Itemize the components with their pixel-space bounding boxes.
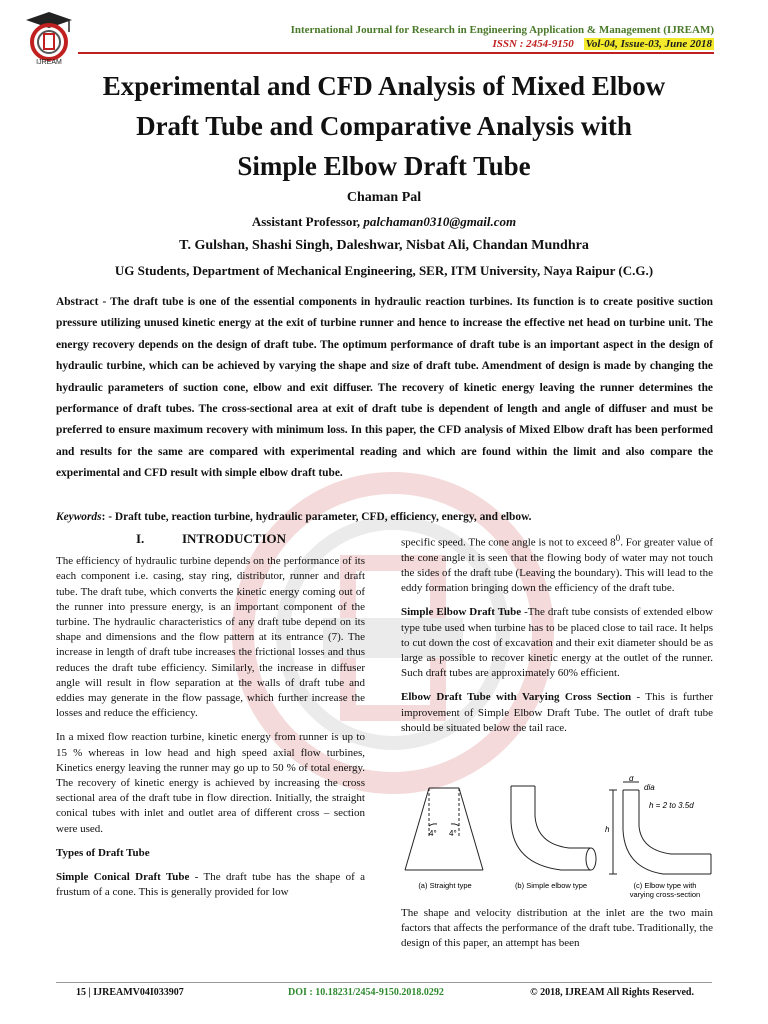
- varying-section-subheading: Elbow Draft Tube with Varying Cross Section: [401, 691, 632, 704]
- caption-simple-elbow: (b) Simple elbow type: [514, 881, 588, 890]
- header-divider: [78, 52, 714, 54]
- keywords: [56, 511, 713, 523]
- issn: ISSN : 2454-9150: [492, 38, 574, 50]
- intro-paragraph-2: In a mixed flow reaction turbine, kinetic energy from runner is up to 15 % whereas in low head and high speed axial flow turbines, Kinetics energy leaving the runner may go up to 50 % of total energy. The recovery of kinetic energy is achieved by increasing the cross sectional area of the draft tube in flow direction. Initially, the straight conical tubes with inlet and outlet area of different cross – section were used.: [56, 731, 365, 835]
- draft-tube-diagrams: [401, 776, 713, 902]
- cone-text-b: . For greater value of the cone angle it is seen that the flowing body of water may not touch the sides of the draft tube (Leaving the boundary). This will lead to the eddy formation bringing down the efficiency of the draft tube.: [401, 536, 713, 595]
- left-column: [56, 531, 365, 909]
- title-line: Draft Tube and Comparative Analysis with: [136, 111, 632, 141]
- co-authors: T. Gulshan, Shashi Singh, Daleshwar, Nisbat Ali, Chandan Mundhra: [179, 238, 589, 253]
- keywords-text: : - Draft tube, reaction turbine, hydraulic parameter, CFD, efficiency, energy, and elbow.: [101, 511, 532, 523]
- author-affiliation: [0, 214, 768, 230]
- conical-paragraph: [56, 870, 365, 900]
- label-h-ratio: h = 2 to 3.5d: [649, 801, 694, 810]
- label-h: h: [605, 825, 610, 834]
- volume-issue: Vol-04, Issue-03, June 2018: [585, 38, 712, 50]
- abstract: Abstract - The draft tube is one of the essential components in hydraulic reaction turbines. Its function is to create positive suction pressure utilizing unused kinetic energy at the exit of turbine runner and hence to increase the effective net head on turbine unit. The energy recovery depends on the design of draft tube. The optimum performance of draft tube is an important aspect in the design of hydraulic turbine, which can be achieved by varying the shape and size of draft tube. Amendment of design is made by changing the hydraulic parameters of suction cone, elbow and exit diffuser. The recovery of kinetic energy leaving the runner determines the performance of draft tubes. The cross-sectional area at exit of draft tube is dependent of length and angle of diffuser and must be preferred to ensure maximum recovery with minimum loss. In this paper, the CFD analysis of Mixed Elbow draft has been performed and results for the same are compared with experimental reading and which are found within the limit and also compare the experimental and CFD result with simple elbow draft tube.: [56, 296, 713, 480]
- conical-text: - The draft tube has the shape of a frustum of a cone. This is generally provided for low: [56, 871, 365, 899]
- angle-label-right: 4°: [449, 829, 457, 838]
- copyright: © 2018, IJREAM All Rights Reserved.: [530, 987, 694, 998]
- journal-logo: [22, 10, 76, 66]
- journal-name: International Journal for Research in Engineering Application & Management (IJREAM): [290, 24, 714, 36]
- varying-section-paragraph: [401, 690, 713, 736]
- simple-elbow-text: -The draft tube consists of extended elbow type tube used when turbine has to be placed close to tail race. It helps to cut down the cost of excavation and their exit diameter should be as large as possible to recover kinetic energy at the outlet of the runner. Such draft tubes are approximately 60% efficient.: [401, 606, 713, 680]
- label-dia: dia: [644, 783, 655, 792]
- page-reference: 15 | IJREAMV04I033907: [76, 987, 184, 998]
- cone-angle-paragraph: [401, 531, 713, 596]
- author-name: Chaman Pal: [346, 190, 422, 205]
- simple-elbow-paragraph: [401, 605, 713, 681]
- paper-title: [40, 66, 728, 186]
- caption-varying-1: (c) Elbow type with: [633, 881, 697, 890]
- types-subheading: Types of Draft Tube: [56, 846, 150, 859]
- title-line: Simple Elbow Draft Tube: [237, 151, 531, 181]
- angle-label-left: 4°: [429, 829, 437, 838]
- author-email: palchaman0310@gmail.com: [363, 214, 517, 229]
- varying-elbow-diagram: [609, 782, 711, 874]
- conical-subheading: Simple Conical Draft Tube: [56, 871, 190, 884]
- svg-text:IJREAM: IJREAM: [36, 59, 62, 66]
- footer-divider: [56, 982, 712, 983]
- intro-paragraph-1: The efficiency of hydraulic turbine depends on the performance of its each component i.e. casing, stay ring, distributor, runner and draft tube. The draft tube, which converts the kinetic energy coming out of the runner into pressure energy, is an important component of the turbine. The hydraulic characteristics of any draft tube depend on its shape and dimensions and the flow pattern at its entrance (7). The increase in length of draft tube increases the frictional losses and thus reduces the draft tube efficiency. Similarly, the increase in diffuser angle will result in flow separation at the walls of draft tube and eddies may generate in the flow passage, which further increase the losses and reduce the efficiency.: [56, 555, 365, 720]
- label-d: d: [629, 776, 634, 783]
- post-figure-text: [401, 906, 713, 952]
- affiliation-role: Assistant Professor,: [251, 214, 364, 229]
- straight-draft-tube-diagram: [405, 788, 483, 870]
- simple-elbow-diagram: [511, 786, 596, 870]
- keywords-label: Keywords: [56, 511, 102, 523]
- title-line: Experimental and CFD Analysis of Mixed Elbow: [102, 71, 666, 101]
- caption-varying-2: varying cross-section: [629, 890, 701, 899]
- section-title: INTRODUCTION: [182, 531, 287, 546]
- varying-section-text: - This is further improvement of Simple Elbow Draft Tube. The outlet of draft tube should be situated below the tail race.: [401, 691, 713, 734]
- section-heading: [56, 531, 365, 546]
- department: UG Students, Department of Mechanical Engineering, SER, ITM University, Naya Raipur (C.G.): [114, 263, 654, 278]
- velocity-distribution-paragraph: The shape and velocity distribution at the inlet are the two main factors that affects the performance of the draft tube. Traditionally, the design of this paper, an attempt has been: [401, 907, 713, 950]
- degree-superscript: 0: [615, 533, 621, 543]
- cone-text-a: specific speed. The cone angle is not to exceed 8: [401, 536, 616, 549]
- caption-straight: (a) Straight type: [418, 881, 472, 890]
- simple-elbow-subheading: Simple Elbow Draft Tube: [401, 606, 522, 619]
- draft-tube-types-figure: [401, 776, 713, 902]
- right-column: [401, 531, 713, 745]
- section-number: I.: [136, 531, 145, 546]
- doi-link[interactable]: DOI : 10.18231/2454-9150.2018.0292: [288, 987, 444, 998]
- issn-volume-line: [492, 38, 714, 50]
